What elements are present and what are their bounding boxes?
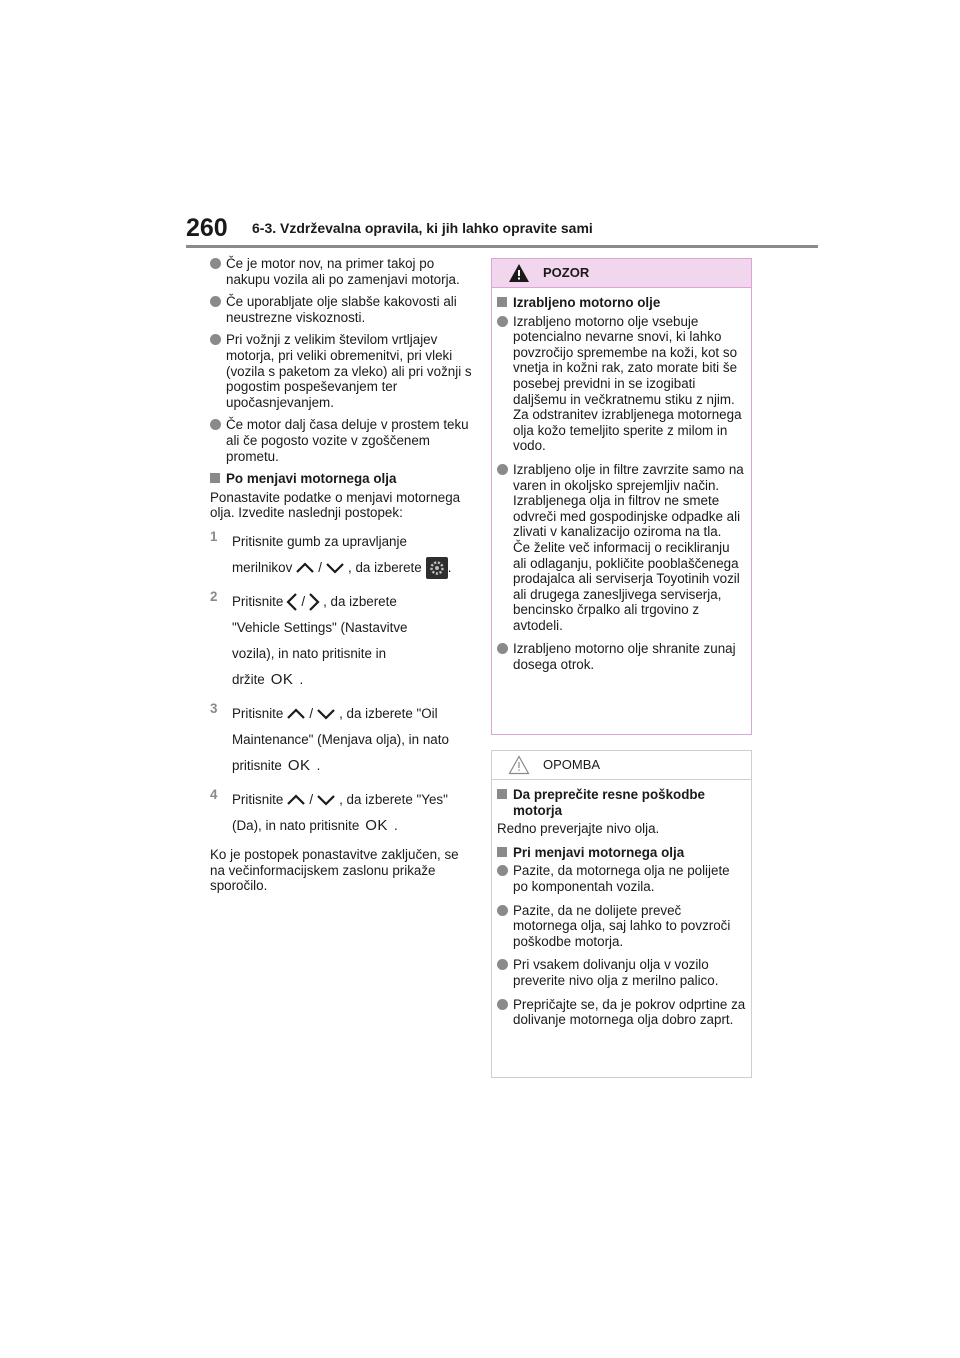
subheading: Pri menjavi motornega olja <box>497 845 746 861</box>
bullet-icon <box>497 316 508 327</box>
notice-header <box>492 751 751 780</box>
bullet-icon <box>497 999 508 1010</box>
step-number: 4 <box>210 786 218 802</box>
square-bullet-icon <box>497 297 507 307</box>
chevron-right-icon <box>308 592 320 612</box>
chevron-left-icon <box>286 592 298 612</box>
section-title: 6-3. Vzdrževalna opravila, ki jih lahko opravite sami <box>252 220 593 236</box>
list-item: Če motor dalj časa deluje v prostem teku ali če pogosto vozite v zgoščenem prometu. <box>210 417 472 464</box>
intro-paragraph: Ponastavite podatke o menjavi motornega olja. Izvedite naslednji postopek: <box>210 489 461 521</box>
page-number: 260 <box>186 214 228 242</box>
bullet-icon <box>210 334 221 345</box>
chevron-down-icon <box>325 562 345 574</box>
closing-paragraph: Ko je postopek ponastavitve zaključen, se na večinformacijskem zaslonu prikaže sporočilo. <box>210 846 459 894</box>
square-bullet-icon <box>210 473 220 483</box>
list-item: Izrabljeno motorno olje vsebuje potencialno nevarne snovi, ki lahko povzročijo spremembe na koži, kot so vnetja in kožni rak, zato morate biti še posebej previdni in se izogibati daljšemu in večkratnemu stiku z njim. Za odstranitev izrabljenega motornega olja kožo temeljito sperite z milom in vodo. <box>497 314 746 454</box>
chevron-up-icon <box>295 562 315 574</box>
list-item: Prepričajte se, da je pokrov odprtine za dolivanje motornega olja dobro zaprt. <box>497 997 746 1028</box>
step-3: 3 Pritisnite / , da izberete "Oil Maintenance" (Menjava olja), in nato pritisnite OK . <box>210 700 449 775</box>
bullet-icon <box>210 296 221 307</box>
square-bullet-icon <box>497 789 507 799</box>
bullet-icon <box>210 258 221 269</box>
list-item: Izrabljeno motorno olje shranite zunaj dosega otrok. <box>497 641 746 672</box>
step-number: 1 <box>210 528 218 544</box>
caution-title: POZOR <box>543 265 590 280</box>
step-1: 1 Pritisnite gumb za upravljanje merilnikov / , da izberete . <box>210 529 472 581</box>
list-item: Pazite, da motornega olja ne polijete po komponentah vozila. <box>497 863 746 894</box>
caution-box <box>491 258 752 735</box>
ok-icon: OK <box>287 757 311 775</box>
left-column <box>210 256 472 902</box>
list-item: Če uporabljate olje slabše kakovosti ali neustrezne viskoznosti. <box>210 294 472 325</box>
square-bullet-icon <box>497 847 507 857</box>
ok-icon: OK <box>365 817 388 835</box>
chevron-down-icon <box>316 708 336 720</box>
bullet-icon <box>210 419 221 430</box>
ok-icon: OK <box>270 671 294 689</box>
step-4: 4 Pritisnite / , da izberete "Yes" (Da), in nato pritisnite OK . <box>210 786 448 835</box>
chevron-up-icon <box>286 794 306 806</box>
bullet-icon <box>497 865 508 876</box>
settings-icon <box>426 557 448 579</box>
list-item: Pazite, da ne dolijete preveč motornega olja, saj lahko to povzroči poškodbe motorja. <box>497 903 746 950</box>
bullet-icon <box>497 464 508 475</box>
step-2: 2 Pritisnite / , da izberete "Vehicle Settings" (Nastavitve vozila), in nato pritisnite in držite OK . <box>210 588 408 689</box>
step-number: 2 <box>210 588 218 604</box>
notice-box <box>491 750 752 1078</box>
bullet-icon <box>497 959 508 970</box>
bullet-icon <box>497 643 508 654</box>
caution-header <box>492 259 751 288</box>
subheading: Izrabljeno motorno olje <box>497 295 746 311</box>
list-item: Pri vožnji z velikim številom vrtljajev motorja, pri veliki obremenitvi, pri vleki (vozila s paketom za vleko) ali pri vožnji s pogostim pospeševanjem ter upočasnjevanjem. <box>210 332 472 410</box>
notice-title: OPOMBA <box>543 757 601 772</box>
list-item: Če je motor nov, na primer takoj po nakupu vozila ali po zamenjavi motorja. <box>210 256 472 287</box>
header-divider <box>186 245 818 248</box>
warning-outline-icon <box>508 755 530 775</box>
page-header <box>186 214 818 248</box>
list-item: Izrabljeno olje in filtre zavrzite samo na varen in okoljsko sprejemljiv način. Izrabljenega olja in filtrov ne smete odvreči med gospodinjske odpadke ali zlivati v kanalizacijo oziroma na tla. Če želite več informacij o recikliranju ali odlaganju, pokličite pooblaščenega prodajalca ali serviserja Toyotinih vozil ali drugega zanesljivega serviserja, bencinsko črpalko ali trgovino z avtodeli. <box>497 462 746 634</box>
subheading: Po menjavi motornega olja <box>210 471 472 487</box>
chevron-up-icon <box>286 708 306 720</box>
notice-paragraph: Redno preverjajte nivo olja. <box>497 821 660 837</box>
subheading: Da preprečite resne poškodbe motorja <box>497 787 746 818</box>
step-number: 3 <box>210 700 218 716</box>
warning-icon <box>508 263 530 283</box>
list-item: Pri vsakem dolivanju olja v vozilo preverite nivo olja z merilno palico. <box>497 957 746 988</box>
chevron-down-icon <box>316 794 336 806</box>
bullet-icon <box>497 905 508 916</box>
